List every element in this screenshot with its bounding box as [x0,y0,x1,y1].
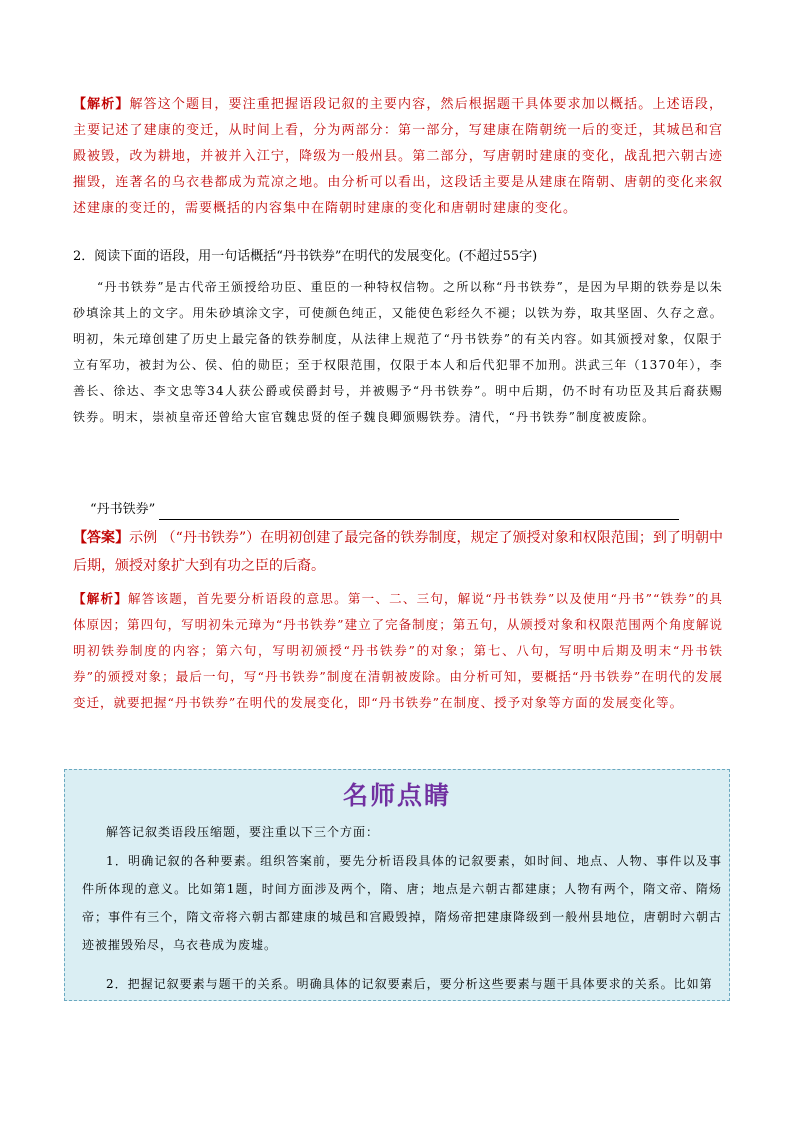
answer-tag: 【答案】 [73,530,130,546]
analysis-2-text: 解答该题，首先要分析语段的意思。第一、二、三句，解说“丹书铁券”以及使用“丹书”“铁券”的具体原因；第四句，写明初朱元璋为“丹书铁券”建立了完备制度；第五句，从颁授对象和权限范围两个角度解说明初铁券制度的内容；第六句，写明初颁授“丹书铁券”的对象；第七、八句，写明中后期及明末“丹书铁券”的颁授对象；最后一句，写“丹书铁券”制度在清朝被废除。由分析可知，要概括“丹书铁券”在明代的发展变迁，就要把握“丹书铁券”在明代的发展变化，即“丹书铁券”在制度、授予对象等方面的发展变化等。 [73,591,723,710]
tip-point-2: 2．把握记叙要素与题干的关系。明确具体的记叙要素后，要分析这些要素与题干具体要求的关系。比如第 [106,977,713,991]
tip-point-1: 1．明确记叙的各种要素。组织答案前，要先分析语段具体的记叙要素，如时间、地点、人物、事件以及事件所体现的意义。比如第1题，时间方面涉及两个，隋、唐；地点是六朝古都建康；人物有两个，隋文帝、隋炀帝；事件有三个，隋文帝将六朝古都建康的城邑和宫殿毁掉，隋炀帝把建康降级到一般州县地位，唐朝时六朝古迹被摧毁殆尽，乌衣巷成为废墟。 [82,854,722,952]
analysis-tag: 【解析】 [73,591,128,606]
analysis-2 [73,586,723,716]
analysis-tag: 【解析】 [73,97,130,112]
answer-text: 示例 （“丹书铁券”）在明初创建了最完备的铁券制度，规定了颁授对象和权限范围；到了明朝中后期，颁授对象扩大到有功之臣的后裔。 [73,530,724,574]
answer-blank [90,500,730,520]
analysis-1-text: 解答这个题目，要注重把握语段记叙的主要内容，然后根据题干具体要求加以概括。上述语段，主要记述了建康的变迁，从时间上看，分为两部分：第一部分，写建康在隋朝统一后的变迁，其城邑和宫殿被毁，改为耕地，并被并入江宁，降级为一般州县。第二部分，写唐朝时建康的变化，战乱把六朝古迹摧毁，连著名的乌衣巷都成为荒凉之地。由分析可以看出，这段话主要是从建康在隋朝、唐朝的变化来叙述建康的变迁的，需要概括的内容集中在隋朝时建康的变化和唐朝时建康的变化。 [73,97,723,216]
passage: “丹书铁券”是古代帝王颁授给功臣、重臣的一种特权信物。之所以称“丹书铁券”，是因为早期的铁券是以朱砂填涂其上的文字。用朱砂填涂文字，可使颜色纯正，又能使色彩经久不褪；以铁为券，取其坚固、久存之意。明初，朱元璋创建了历史上最完备的铁券制度，从法律上规范了“丹书铁券”的有关内容。如其颁授对象，仅限于立有军功，被封为公、侯、伯的勋臣；至于权限范围，仅限于本人和后代犯罪不加刑。洪武三年（1370年），李善长、徐达、李文忠等34人获公爵或侯爵封号，并被赐予“丹书铁券”。明中后期，仍不时有功臣及其后裔获赐铁券。明末，崇祯皇帝还曾给大宦官魏忠贤的侄子魏良卿颁赐铁券。清代，“丹书铁券”制度被废除。 [73,280,723,424]
analysis-1 [73,92,723,222]
tip-title: 名师点睛 [342,781,451,810]
tip-intro: 解答记叙类语段压缩题，要注重以下三个方面： [106,825,380,839]
answer-blank-line [159,505,679,520]
answer-blank-label: “丹书铁券” [90,502,156,517]
answer [73,524,723,580]
question-2: 2．阅读下面的语段，用一句话概括“丹书铁券”在明代的发展变化。(不超过55字) [73,249,538,264]
